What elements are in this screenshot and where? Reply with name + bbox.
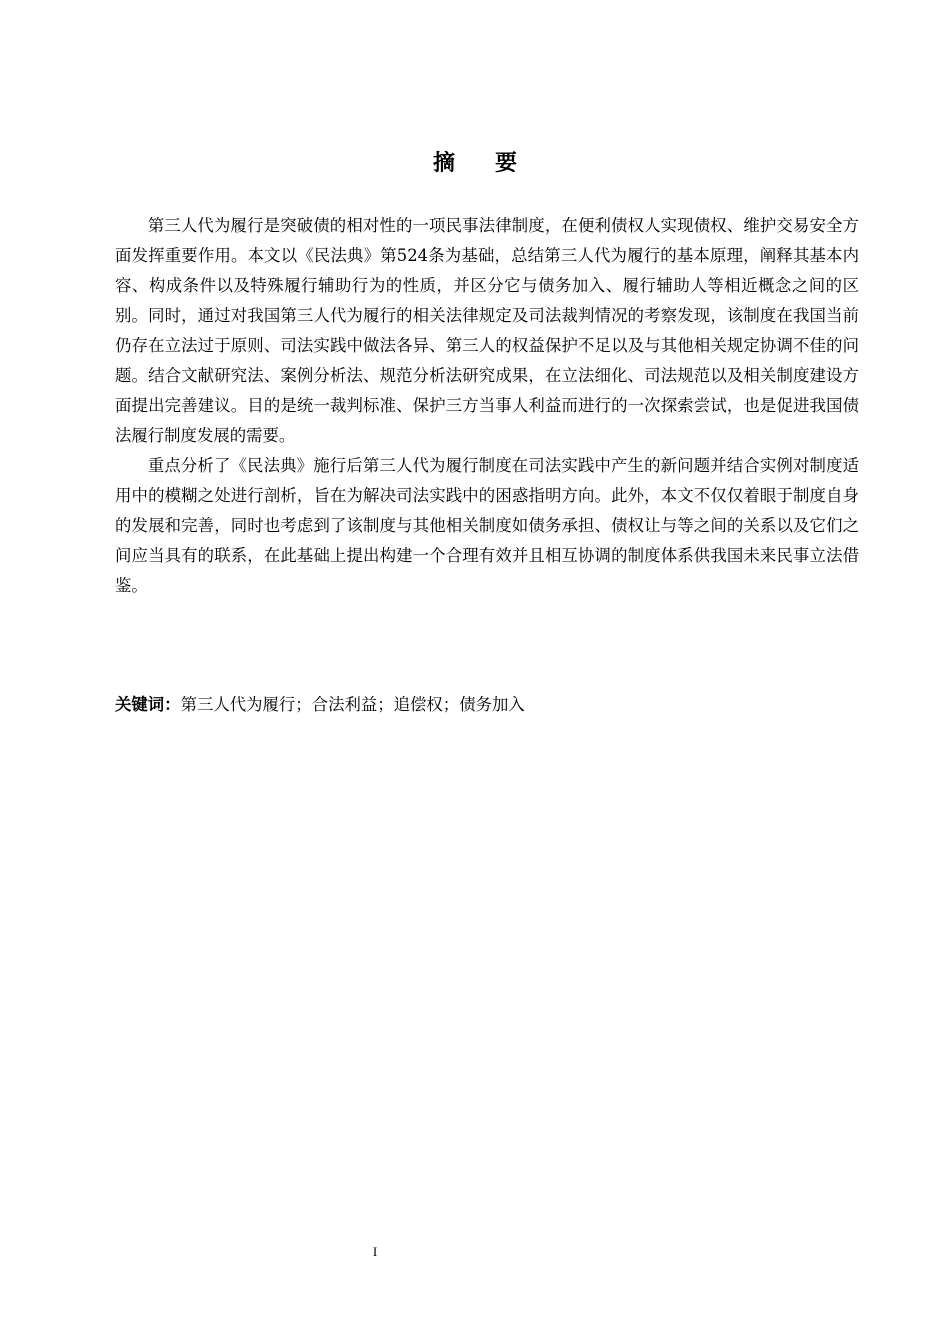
abstract-body: [115, 211, 859, 601]
abstract-title-char-1: 摘: [432, 151, 455, 176]
page-number: I: [372, 1244, 378, 1259]
keywords-line: [115, 690, 859, 720]
keywords-text: 第三人代为履行；合法利益；追偿权；债务加入: [180, 695, 525, 714]
abstract-title-char-2: 要: [495, 151, 518, 176]
abstract-paragraph-2: 重点分析了《民法典》施行后第三人代为履行制度在司法实践中产生的新问题并结合实例对制度适用中的模糊之处进行剖析，旨在为解决司法实践中的困惑指明方向。此外，本文不仅仅着眼于制度自身的发展和完善，同时也考虑到了该制度与其他相关制度如债务承担、债权让与等之间的关系以及它们之间应当具有的联系，在此基础上提出构建一个合理有效并且相互协调的制度体系供我国未来民事立法借鉴。: [115, 456, 859, 595]
abstract-paragraph-1: 第三人代为履行是突破债的相对性的一项民事法律制度，在便利债权人实现债权、维护交易安全方面发挥重要作用。本文以《民法典》第524条为基础，总结第三人代为履行的基本原理，阐释其基本内容、构成条件以及特殊履行辅助行为的性质，并区分它与债务加入、履行辅助人等相近概念之间的区别。同时，通过对我国第三人代为履行的相关法律规定及司法裁判情况的考察发现，该制度在我国当前仍存在立法过于原则、司法实践中做法各异、第三人的权益保护不足以及与其他相关规定协调不佳的问题。结合文献研究法、案例分析法、规范分析法研究成果，在立法细化、司法规范以及相关制度建设方面提出完善建议。目的是统一裁判标准、保护三方当事人利益而进行的一次探索尝试，也是促进我国债法履行制度发展的需要。: [115, 216, 859, 445]
keywords-label: 关键词：: [115, 695, 181, 714]
abstract-title: [0, 146, 950, 177]
